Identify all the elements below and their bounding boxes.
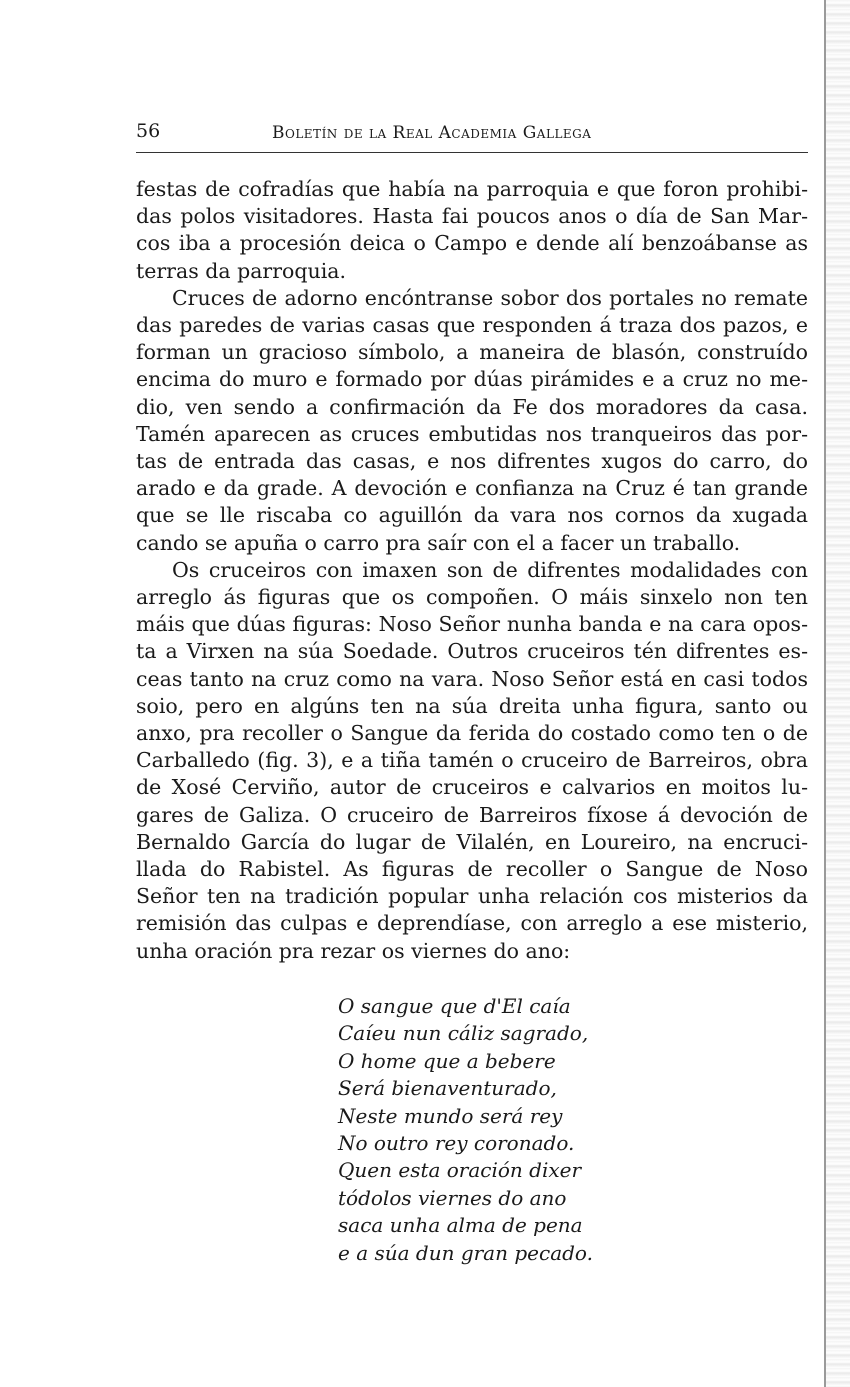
page-header — [136, 120, 808, 153]
poem-line: e a súa dun gran pecado. — [338, 1240, 593, 1265]
prayer-poem — [338, 993, 593, 1267]
page-number: 56 — [136, 120, 161, 142]
running-title: Boletín de la Real Academia Gallega — [272, 123, 592, 143]
poem-line: saca unha alma de pena — [338, 1213, 583, 1238]
paragraph-cruceiros-con-imaxen: Os cruceiros con imaxen son de difrentes modalidades con arreglo ás figuras que os compoñen. O máis sinxelo non ten máis que dúas figuras: Noso Señor nunha banda e na cara oposta a Virxen na súa Soedade. Outros cruceiros tén difrentes esceas tanto na cruz como na vara. Noso Señor está en casi todos soio, pero en algúns ten na súa dreita unha figura, santo ou anxo, pra recoller o Sangue da ferida do costado como ten o de Carballedo (fig. 3), e a tiña tamén o cruceiro de Barreiros, obra de Xosé Cerviño, autor de cruceiros e calvarios en moitos lugares de Galiza. O cruceiro de Barreiros fíxose á devoción de Bernaldo García do lugar de Vilalén, en Loureiro, na encrucillada do Rabistel. As figuras de recoller o Sangue de Noso Señor ten na tradición popular unha relación cos misterios da remisión das culpas e deprendíase, con arreglo a ese misterio, unha oración pra rezar os viernes do ano: — [136, 557, 808, 963]
poem-line: Será bienaventurado, — [338, 1076, 557, 1101]
poem-line: O sangue que d'El caía — [338, 994, 571, 1018]
body-text — [136, 176, 808, 965]
poem-line: Quen esta oración dixer — [338, 1158, 582, 1183]
poem-line: O home que a bebere — [338, 1048, 556, 1073]
poem-line: No outro rey coronado. — [338, 1131, 575, 1156]
poem-line: Neste mundo será rey — [338, 1103, 563, 1128]
poem-line: tódolos viernes do ano — [338, 1185, 567, 1210]
paragraph-continuation: festas de cofradías que había na parroquia e que foron prohibidas polos visitadores. Hasta fai poucos anos o día de San Marcos iba a procesión deica o Campo e dende alí benzoábanse as terras da parroquia. — [136, 177, 808, 283]
paragraph-cruces-de-adorno: Cruces de adorno encóntranse sobor dos portales no remate das paredes de varias casas que responden á traza dos pazos, e forman un gracioso símbolo, a maneira de blasón, construído encima do muro e formado por dúas pirámides e a cruz no medio, ven sendo a confirmación da Fe dos moradores da casa. Tamén aparecen as cruces embutidas nos tranqueiros das portas de entrada das casas, e nos difrentes xugos do carro, do arado e da grade. A devoción e confianza na Cruz é tan grande que se lle riscaba co aguillón da vara nos cornos da xugada cando se apuña o carro pra saír con el a facer un traballo. — [136, 285, 808, 555]
page-edge — [824, 0, 850, 1387]
poem-line: Caíeu nun cáliz sagrado, — [338, 1021, 589, 1046]
